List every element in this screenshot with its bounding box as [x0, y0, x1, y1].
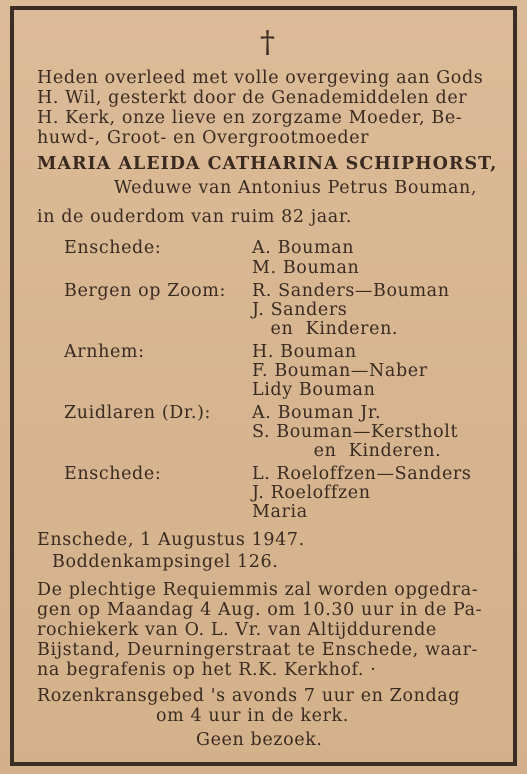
age-line: in de ouderdom van ruim 82 jaar.: [37, 207, 353, 227]
intro-line: Heden overleed met volle overgeving aan Gods: [37, 68, 484, 88]
family-place: Bergen op Zoom:: [64, 281, 226, 301]
widow-line: Weduwe van Antonius Petrus Bouman,: [114, 178, 478, 198]
service-line: Bijstand, Deurningerstraat te Enschede, waar-: [37, 640, 479, 660]
family-name: en Kinderen.: [252, 319, 399, 339]
family-name: L. Roeloffzen—Sanders: [252, 464, 472, 484]
family-name: J. Roeloffzen: [252, 483, 371, 503]
deceased-name: MARIA ALEIDA CATHARINA SCHIPHORST,: [37, 154, 498, 174]
family-name: J. Sanders: [252, 300, 348, 320]
family-name: M. Bouman: [252, 258, 360, 278]
family-name: F. Bouman—Naber: [252, 361, 428, 381]
family-name: A. Bouman: [252, 238, 355, 258]
family-name: H. Bouman: [252, 342, 357, 362]
rosary-line: om 4 uur in de kerk.: [156, 706, 349, 726]
family-name: Maria: [252, 502, 308, 522]
family-name: en Kinderen.: [252, 441, 442, 461]
family-name: Lidy Bouman: [252, 380, 376, 400]
closing-line: Geen bezoek.: [196, 730, 323, 750]
family-name: S. Bouman—Kerstholt: [252, 422, 459, 442]
family-place: Enschede:: [64, 238, 162, 258]
family-name: A. Bouman Jr.: [252, 403, 382, 423]
intro-line: H. Wil, gesterkt door de Genademiddelen der: [37, 88, 468, 108]
intro-line: huwd-, Groot- en Overgrootmoeder: [37, 128, 370, 148]
service-line: gen op Maandag 4 Aug. om 10.30 uur in de Pa-: [37, 600, 483, 620]
service-line: na begrafenis op het R.K. Kerkhof. ·: [37, 660, 377, 680]
address-line: Boddenkampsingel 126.: [52, 552, 279, 572]
cross-icon: †: [260, 25, 275, 60]
service-line: rochiekerk van O. L. Vr. van Altijddurende: [37, 620, 437, 640]
rosary-line: Rozenkransgebed 's avonds 7 uur en Zondag: [37, 686, 461, 706]
family-place: Enschede:: [64, 464, 162, 484]
family-name: R. Sanders—Bouman: [252, 281, 450, 301]
family-place: Arnhem:: [64, 342, 145, 362]
family-place: Zuidlaren (Dr.):: [64, 403, 212, 423]
date-line: Enschede, 1 Augustus 1947.: [37, 530, 305, 550]
service-line: De plechtige Requiemmis zal worden opgedra-: [37, 580, 479, 600]
intro-line: H. Kerk, onze lieve en zorgzame Moeder, Be-: [37, 108, 463, 128]
